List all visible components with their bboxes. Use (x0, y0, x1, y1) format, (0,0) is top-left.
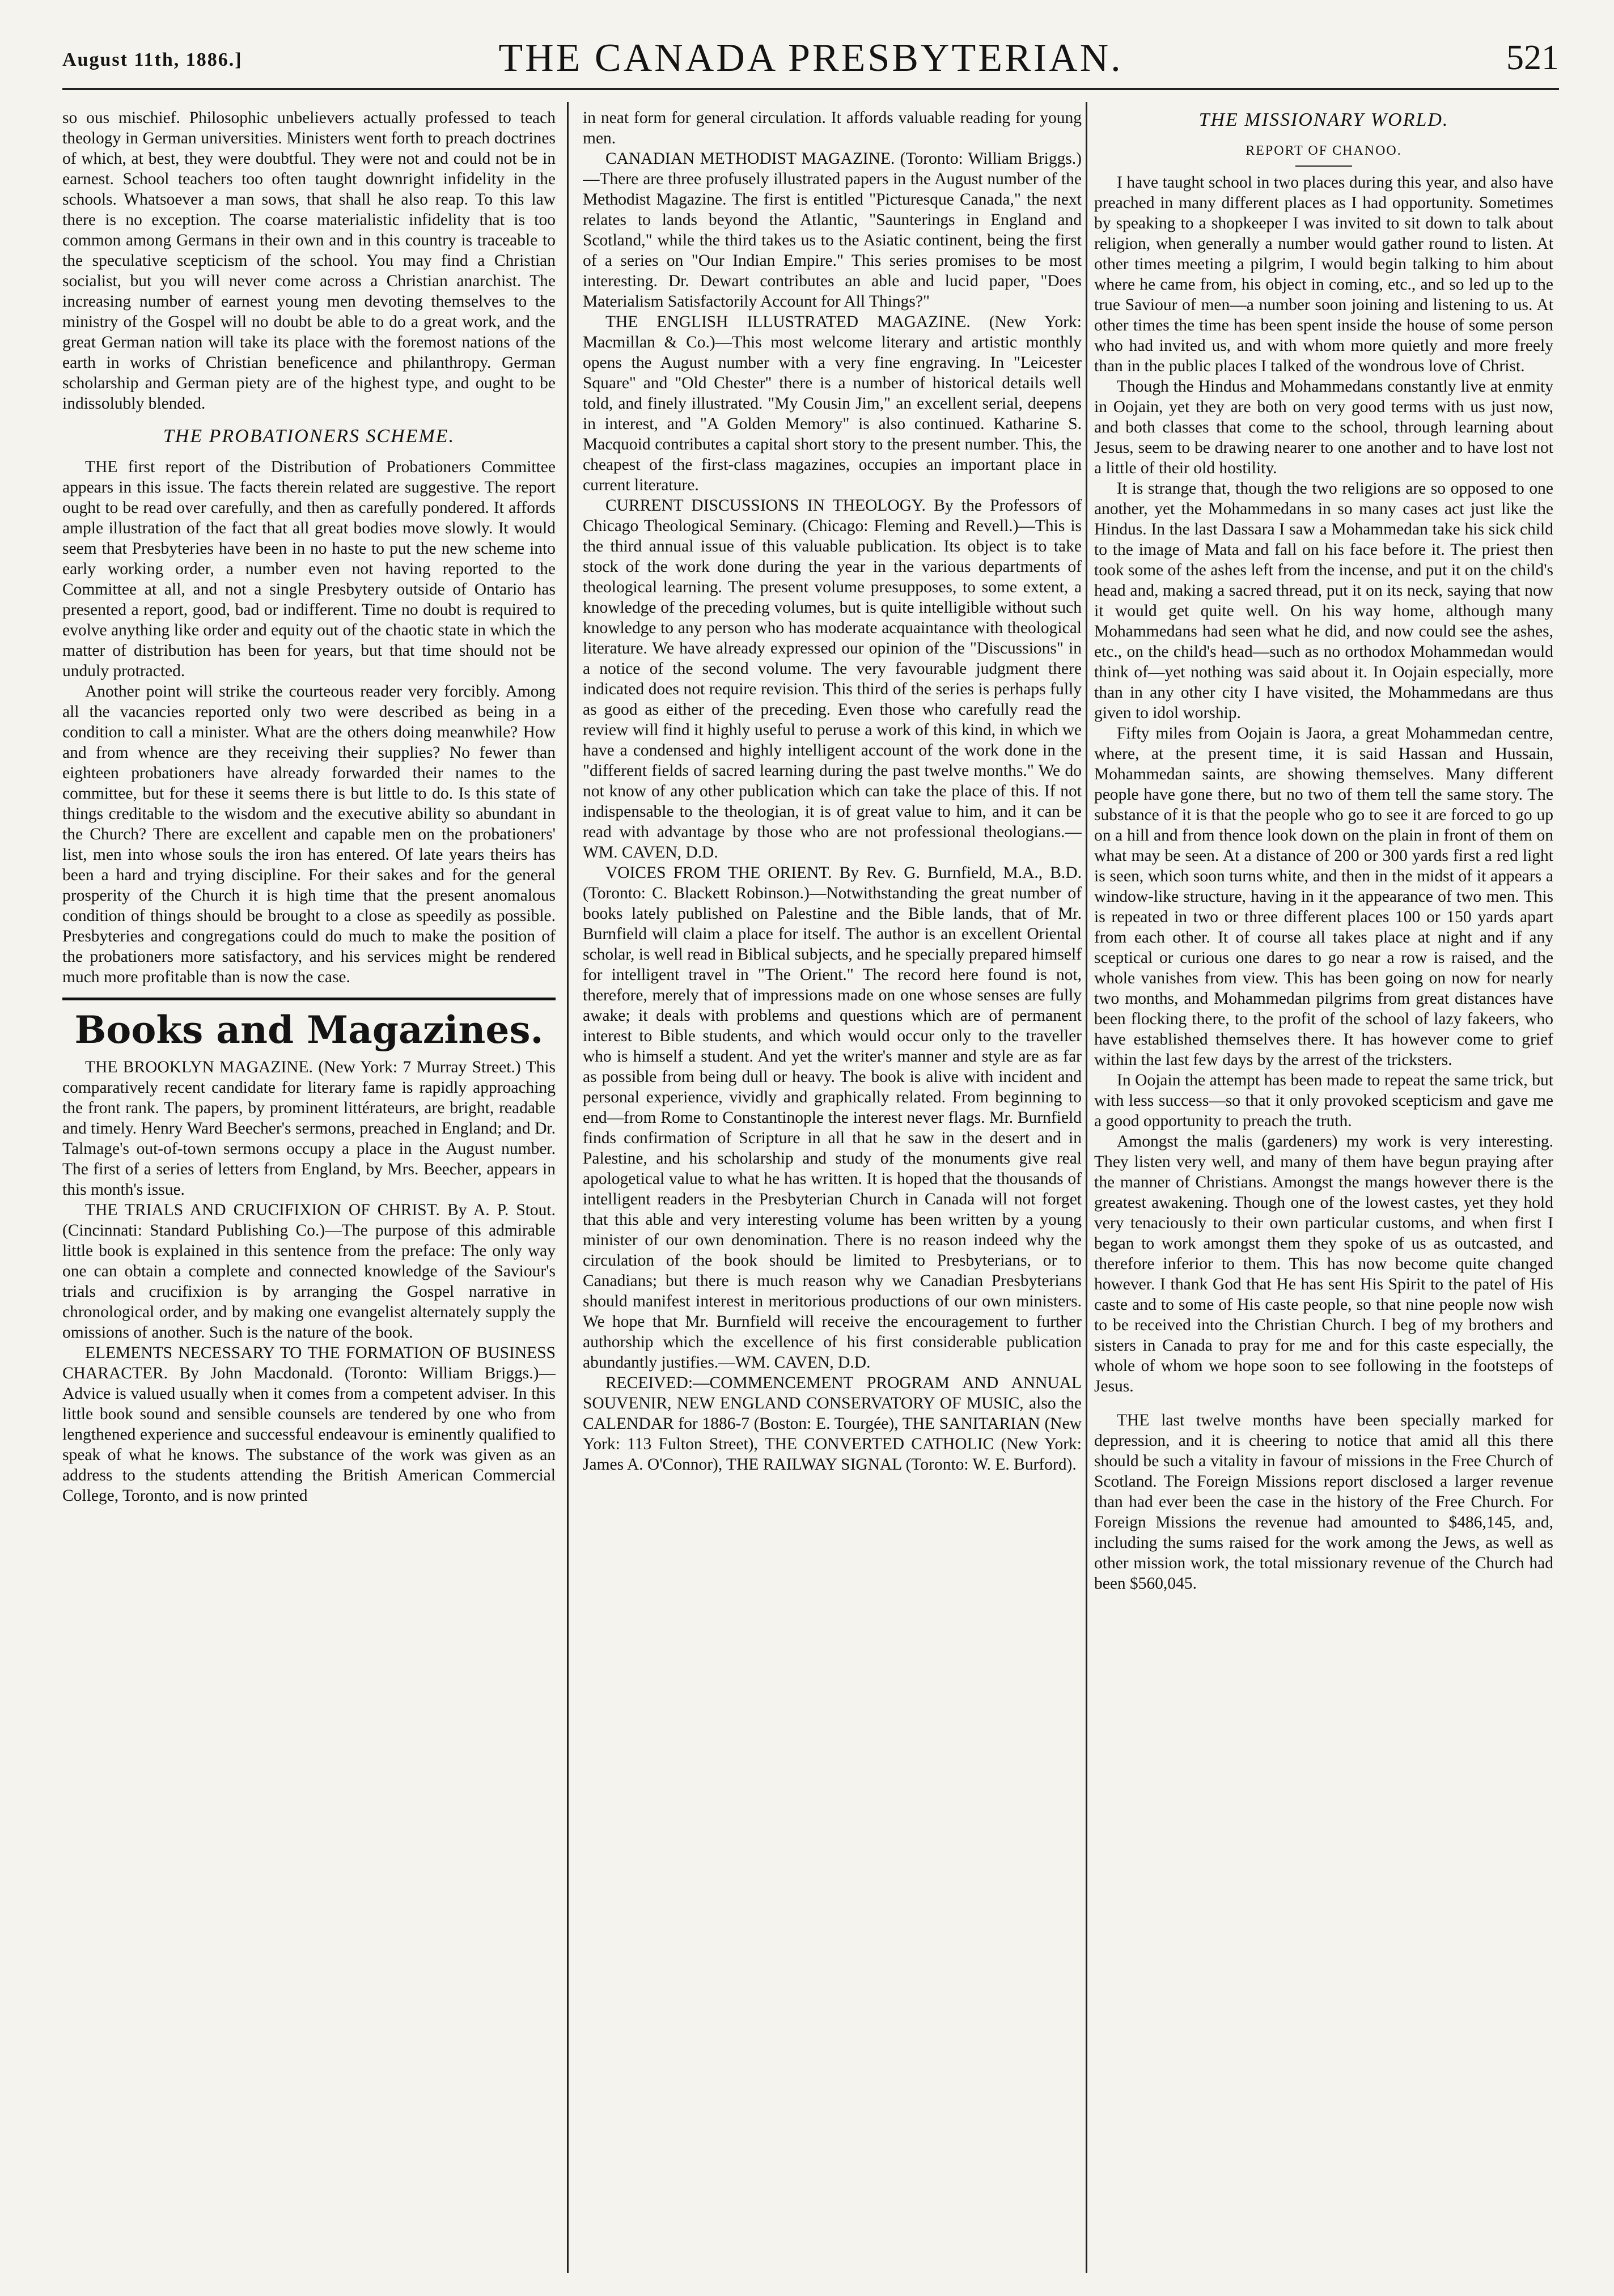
book-review-body: By John Macdonald. (Toronto: William Briggs.)—Advice is valued usually when it comes from a competent adviser. In this little book sound and sensible counsels are tendered by one who from lengthened experience and successful endeavour is eminently qualified to speak of what he knows. The substance of the work was given as an address to the students attending the British American Commercial College, Toronto, and is now printed (62, 1364, 556, 1505)
free-church-paragraph: THE last twelve months have been specially marked for depression, and it is cheering to notice that amid all this there should be such a vitality in favour of missions in the Free Church of Scotland. The Foreign Missions report disclosed a larger revenue than had ever been the case in the history of the Free Church. For Foreign Missions the revenue had amounted to $486,145, and, including the sums raised for the work among the Jews, as well as other mission work, the total missionary revenue of the Church had been $560,045. (1094, 1411, 1553, 1593)
report-paragraph: It is strange that, though the two religions are so opposed to one another, yet the Mohammedans in so many cases act just like the Hindus. In the last Dassara I saw a Mohammedan take his sick child to the image of Mata and fall on his face before it. The priest then took some of the ashes left from the incense, and put it on the child's head and, making a sacred thread, put it on its neck, saying that now it would get quite well. On his way home, although many Mohammedans had seen what he did, and now could see the ashes, etc., on the child's head—such as no orthodox Mohammedan would think of—yet nothing was said about it. In Oojain especially, more than in any other city I have visited, the Mohammedans are thus given to idol worship. (1094, 479, 1553, 722)
book-review-title: VOICES FROM THE ORIENT. (605, 864, 832, 882)
book-review-title: CANADIAN METHODIST MAGAZINE. (605, 150, 895, 168)
received-heading: RECEIVED:—COMMENCEMENT PROGRAM AND ANNUAL SOUVENIR, NEW ENGLAND CONSERVATORY OF MUSIC, (583, 1374, 1082, 1412)
book-review-body: in neat form for general circulation. It affords valuable reading for young men. (583, 109, 1082, 147)
book-review-body: By the Professors of Chicago Theological Seminary. (Chicago: Fleming and Revell.)—This is the third annual issue of this valuable publication. Its object is to take stock of the work done during the year in the various departments of theological learning. The present volume presupposes, to some extent, a knowledge of the preceding volumes, but is quite intelligible without such knowledge to any person who has moderate acquaintance with theological literature. We have already expressed our opinion of the "Discussions" in a notice of the second volume. The very favourable judgment there indicated does not require revision. This third of the series is perhaps fully as good as either of the preceding. Even those who carefully read the review will find it highly useful to peruse a work of this kind, in which we have a condensed and highly intelligent account of the work done in the "different fields of sacred learning during the past twelve months." We do not know of any other publication which can take the place of this. If not indispensable to the theologian, it is of great value to him, and it can be read with advantage by those who are not professional theologians.—WM. CAVEN, D.D. (583, 496, 1082, 861)
report-paragraph: Fifty miles from Oojain is Jaora, a great Mohammedan centre, where, at the present time, it is said Hassan and Hussain, Mohammedan saints, are showing themselves. Many different people have gone there, but no two of them tell the same story. The substance of it is that the people who go to see it are forced to go up on a hill and from thence look down on the plain in front of them on what may be seen. At a distance of 200 or 300 yards first a red light is seen, which soon turns white, and then in the midst of it appears a window-like structure, having in it the appearance of two men. This is repeated in two or three different places 100 or 150 yards apart from each other. It of course all takes place at night and if any sceptical or curious one dares to go near a row is raised, and the whole vanishes from view. This has been going on now for nearly two months, and Mohammedan pilgrims from great distances have been flocking there, to the profit of the school of lazy fakeers, who have established themselves there. It has however come to grief within the last few days by the arrest of the tricksters. (1094, 724, 1553, 1069)
column-rule (1086, 102, 1087, 2273)
page-number: 521 (1506, 39, 1559, 77)
book-review (62, 1343, 556, 1506)
probationers-paragraph: THE first report of the Distribution of Probationers Committee appears in this issue. The facts therein related are suggestive. The report ought to be read over carefully, and then as carefully pondered. It affords ample illustration of the fact that all great bodies move slowly. It would seem that Presbyteries have been in no haste to put the new scheme into early working order, a number even not having reported to the Committee at all, and not a single Presbytery outside of Ontario has presented a report, good, bad or indifferent. Time no doubt is required to evolve anything like order and equity out of the chaotic state in which the matter of distribution has been for years, but that time should not be unduly protracted. (62, 458, 556, 680)
book-review-title: CURRENT DISCUSSIONS IN THEOLOGY. (605, 496, 926, 515)
book-review-continuation (583, 108, 1082, 148)
short-divider (1295, 165, 1352, 167)
missionary-world-heading: THE MISSIONARY WORLD. (1198, 109, 1449, 130)
report-paragraph: I have taught school in two places during this year, and also have preached in many different places as I had opportunity. Sometimes by speaking to a shopkeeper I was invited to sit down to talk about religion, when generally a number would gather round to listen. At other times meeting a pilgrim, I would begin talking to him about where he came from, his object in coming, etc., and so led up to the true Saviour of men—a number soon joining and listening to us. At other times the time has been spent inside the house of some person who had invited us, and with whom more quietly and more freely than in the public places I talked of the wondrous love of Christ. (1094, 173, 1553, 375)
book-review (583, 312, 1082, 495)
article-continuation: so ous mischief. Philosophic unbelievers actually professed to teach theology in German universities. Ministers went forth to preach doctrines of which, at best, they were doubtful. They were not and could not be in earnest. School teachers too often taught downright infidelity in the schools. Whatsoever a man sows, that shall he also reap. To this law there is no exception. The coarse materialistic infidelity that is too common among Germans in their own and in this country is traceable to the speculative scepticism of the school. You may find a Christian socialist, but you will never come across a Christian anarchist. The increasing number of earnest young men devoting themselves to the ministry of the Gospel will no doubt be able to do a great work, and the great German nation will take its place with the foremost nations of the earth in works of Christian beneficence and philanthropy. German scholarship and German piety are of the highest type, and ought to be indissolubly blended. (62, 109, 556, 413)
column-3 (1094, 108, 1553, 2261)
book-review-title: THE BROOKLYN MAGAZINE. (85, 1058, 313, 1076)
book-review (583, 495, 1082, 863)
book-review (583, 863, 1082, 1373)
book-review-body: (New York: 7 Murray Street.) This comparatively recent candidate for literary fame is rapidly approaching the front rank. The papers, by prominent littérateurs, are bright, readable and timely. Henry Ward Beecher's sermons, preached in England; and Dr. Talmage's out-of-town sermons occupy a place in the August number. The first of a series of letters from England, by Mrs. Beecher, appears in this month's issue. (62, 1058, 556, 1199)
book-review-body: By Rev. G. Burnfield, M.A., B.D. (Toronto: C. Blackett Robinson.)—Notwithstanding the great number of books lately published on Palestine and the Bible lands, that of Mr. Burnfield will claim a place for itself. The author is an excellent Oriental scholar, is well read in Biblical subjects, and he specially prepared himself for intelligent travel in "The Orient." The record here found is not, therefore, merely that of impressions made on one whose senses are fully awake; it deals with problems and questions which are of permanent interest to Bible students, and which would occur only to the traveller who is himself a student. And yet the writer's manner and style are as far as possible from being dull or heavy. The book is alive with incident and personal experience, vividly and graphically related. From beginning to end—from Rome to Constantinople the interest never flags. Mr. Burnfield finds confirmation of Scripture in all that he saw in the desert and in Palestine, and his scholarship and study of the monuments give real apologetical value to what he has written. It is hoped that the thousands of intelligent readers in the Presbyterian Church in Canada will not forget that this able and very interesting volume has been written by a young minister of our own denomination. There is no reason indeed why the circulation of the book should be limited to Presbyterians, or to Canadians; but there is much reason why we Canadian Presbyterians should manifest interest in meritorious productions of our own ministers. We hope that Mr. Burnfield will receive the encouragement to further authorship which the excellence of his first considerable publication abundantly justifies.—WM. CAVEN, D.D. (583, 864, 1082, 1372)
section-divider (62, 998, 556, 1000)
issue-date: August 11th, 1886.] (62, 49, 243, 70)
column-rule (567, 102, 569, 2273)
column-1 (62, 108, 556, 2261)
book-review (62, 1057, 556, 1200)
book-review-title: THE TRIALS AND CRUCIFIXION OF CHRIST. (85, 1201, 440, 1219)
masthead (62, 31, 1559, 90)
column-2 (583, 108, 1082, 2261)
book-review (62, 1200, 556, 1343)
received-body: also the CALENDAR for 1886-7 (Boston: E. Tourgée), THE SANITARIAN (New York: 113 Fulton Street), THE CONVERTED CATHOLIC (New York: James A. O'Connor), THE RAILWAY SIGNAL (Toronto: W. E. Burford). (583, 1394, 1082, 1474)
received-list (583, 1373, 1082, 1475)
probationers-heading: THE PROBATIONERS SCHEME. (163, 426, 455, 447)
probationers-paragraph: Another point will strike the courteous reader very forcibly. Among all the vacancies reported only two were described as being in a condition to call a minister. What are the others doing meanwhile? How and from whence are they receiving their supplies? No fewer than eighteen probationers have already forwarded their names to the committee, but for these it seems there is but little to do. Is this state of things creditable to the wisdom and the executive ability so abundant in the Church? There are excellent and capable men on the probationers' list, men into whose souls the iron has entered. Of late years theirs has been a hard and trying discipline. For their sakes and for the general prosperity of the Church it is high time that the present anomalous condition of things should be brought to a close as speedily as possible. Presbyteries and congregations could do much to make the position of the probationers more satisfactory, and his services might be rendered much more profitable than is now the case. (62, 682, 556, 986)
book-review-title: THE ENGLISH ILLUSTRATED MAGAZINE. (605, 313, 971, 331)
book-review (583, 148, 1082, 312)
book-review-body: (New York: Macmillan & Co.)—This most welcome literary and artistic monthly opens the August number with a very fine engraving. In "Leicester Square" and "Old Chester" there is a number of historical details well told, and finely illustrated. "My Cousin Jim," an excellent serial, deepens in interest, and "A Golden Memory" is also continued. Katharine S. Macquoid contributes a capital short story to the present number. This, the cheapest of the first-class magazines, occupies an important place in current literature. (583, 313, 1082, 494)
report-paragraph: Though the Hindus and Mohammedans constantly live at enmity in Oojain, yet they are both on very good terms with us just now, and both classes that come to the school, through learning about Jesus, seem to be drawing nearer to one another and to have lost not a little of their old hostility. (1094, 377, 1553, 477)
book-review-body: (Toronto: William Briggs.)—There are three profusely illustrated papers in the August number of the Methodist Magazine. The first is entitled "Picturesque Canada," the next relates to lands beyond the Atlantic, "Saunterings in England and Scotland," while the third takes us to the Asiatic continent, being the first of a series on "Our Indian Empire." This series promises to be most interesting. Dr. Dewart contributes an able and lucid paper, "Does Materialism Satisfactorily Account for All Things?" (583, 150, 1082, 311)
book-review-title: ELEMENTS NECESSARY TO THE FORMATION OF BUSINESS CHARACTER. (62, 1344, 556, 1382)
report-paragraph: Amongst the malis (gardeners) my work is very interesting. They listen very well, and many of them have begun praying after the manner of Christians. Amongst the mangs however there is the greatest awakening. Though one of the lowest castes, yet they hold very tenaciously to their own particular customs, and when first I began to work amongst them they spoke of us as outcasted, and therefore inferior to them. This has now become quite changed however. I thank God that He has sent His Spirit to the patel of His caste and to some of His caste people, so that nine people now wish to be received into the Christian Church. I beg of my brothers and sisters in Canada to pray for me and for this caste especially, the whole of whom we hope soon to see following in the footsteps of Jesus. (1094, 1132, 1553, 1395)
report-paragraph: In Oojain the attempt has been made to repeat the same trick, but with less success—so that it only provoked scepticism and gave me a good opportunity to preach the truth. (1094, 1071, 1553, 1130)
report-subheading: REPORT OF CHANOO. (1246, 143, 1402, 158)
books-magazines-heading: Books and Magazines. (74, 1008, 544, 1052)
book-review-body: By A. P. Stout. (Cincinnati: Standard Publishing Co.)—The purpose of this admirable little book is explained in this sentence from the preface: The only way one can obtain a complete and connected knowledge of the Saviour's trials and crucifixion is by arranging the Gospel narrative in chronological order, and by making one evangelist alternately supply the omissions of another. Such is the nature of the book. (62, 1201, 556, 1342)
newspaper-title: THE CANADA PRESBYTERIAN. (498, 36, 1123, 80)
